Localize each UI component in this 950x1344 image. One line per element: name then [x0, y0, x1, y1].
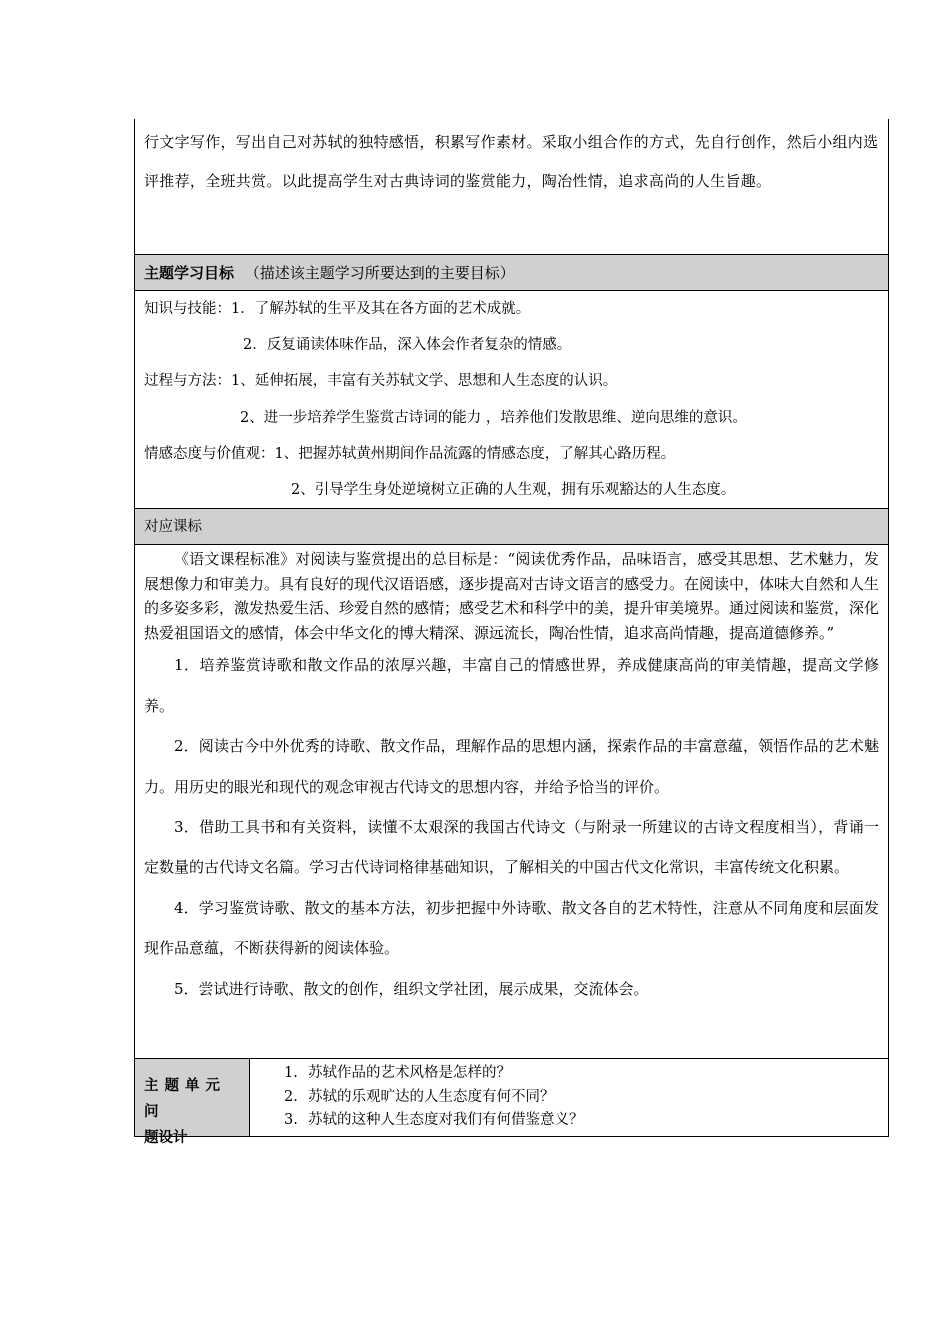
goal-line: 2．反复诵读体味作品，深入体会作者复杂的情感。 — [243, 337, 572, 354]
goals-body — [135, 291, 888, 509]
question-item — [250, 1086, 584, 1110]
question-number: 2. — [284, 1088, 298, 1105]
question-list — [250, 1059, 584, 1136]
question-text: 苏轼的这种人生态度对我们有何借鉴意义？ — [308, 1112, 584, 1128]
standards-intro: 《语文课程标准》对阅读与鉴赏提出的总目标是：“阅读优秀作品，品味语言，感受其思想、艺术魅力，发展想像力和审美力。具有良好的现代汉语语感，逐步提高对古诗文语言的感受力。在阅读中，体味大自然和人生的多姿多彩，激发热爱生活、珍爱自然的感情；感受艺术和科学中的美，提升审美境界。通过阅读和鉴赏，深化热爱祖国语文的感情，体会中华文化的博大精深、源远流长，陶冶性情，追求高尚情趣，提高道德修养。” — [144, 550, 880, 642]
standards-body — [135, 545, 888, 1059]
standards-header: 对应课标 — [135, 509, 888, 545]
question-number: 1. — [284, 1065, 298, 1081]
standard-item: 4．学习鉴赏诗歌、散文的基本方法，初步把握中外诗歌、散文各自的艺术特性，注意从不同角度和层面发现作品意蕴，不断获得新的阅读体验。 — [144, 898, 879, 958]
goals-subtitle: （描述该主题学习所要达到的主要目标） — [244, 264, 515, 282]
question-item — [250, 1109, 584, 1133]
standard-item: 3．借助工具书和有关资料，读懂不太艰深的我国古代诗文（与附录一所建议的古诗文程度相当），背诵一定数量的古代诗文名篇。学习古代诗词格律基础知识，了解相关的中国古代文化常识，丰富传统文化积累。 — [144, 818, 879, 877]
standard-item: 2．阅读古今中外优秀的诗歌、散文作品，理解作品的思想内涵，探索作品的丰富意蕴，领悟作品的艺术魅力。用历史的眼光和现代的观念审视古代诗文的思想内容，并给予恰当的评价。 — [144, 737, 879, 796]
goal-line: 2、引导学生身处逆境树立正确的人生观，拥有乐观豁达的人生态度。 — [291, 481, 736, 498]
goals-header — [135, 255, 888, 291]
question-text: 苏轼作品的艺术风格是怎样的？ — [308, 1065, 511, 1081]
goal-line: 情感态度与价值观：1、把握苏轼黄州期间作品流露的情感态度，了解其心路历程。 — [144, 445, 676, 462]
goal-line: 过程与方法：1、延伸拓展，丰富有关苏轼文学、思想和人生态度的认识。 — [144, 373, 618, 390]
question-design-label — [135, 1059, 250, 1146]
question-number: 3. — [284, 1112, 298, 1128]
standard-item: 1．培养鉴赏诗歌和散文作品的浓厚兴趣，丰富自己的情感世界，养成健康高尚的审美情趣，提高文学修养。 — [144, 656, 879, 715]
lesson-plan-table — [134, 119, 889, 1146]
goal-line: 2、进一步培养学生鉴赏古诗词的能力 ，培养他们发散思维、逆向思维的意识。 — [240, 409, 747, 426]
question-label-line1: 主题单元问 — [144, 1078, 226, 1120]
question-item — [250, 1062, 584, 1086]
goal-line: 知识与技能：1．了解苏轼的生平及其在各方面的艺术成就。 — [144, 301, 531, 317]
standard-item: 5．尝试进行诗歌、散文的创作，组织文学社团，展示成果，交流体会。 — [174, 979, 649, 998]
question-design-row — [135, 1059, 888, 1146]
question-label-line2: 题设计 — [144, 1130, 188, 1146]
activity-description: 行文字写作，写出自己对苏轼的独特感悟，积累写作素材。采取小组合作的方式，先自行创作，然后小组内选评推荐，全班共赏。以此提高学生对古典诗词的鉴赏能力，陶冶性情，追求高尚的人生旨趣。 — [135, 119, 888, 255]
goals-title: 主题学习目标 — [144, 264, 235, 282]
question-text: 苏轼的乐观旷达的人生态度有何不同？ — [308, 1088, 555, 1105]
